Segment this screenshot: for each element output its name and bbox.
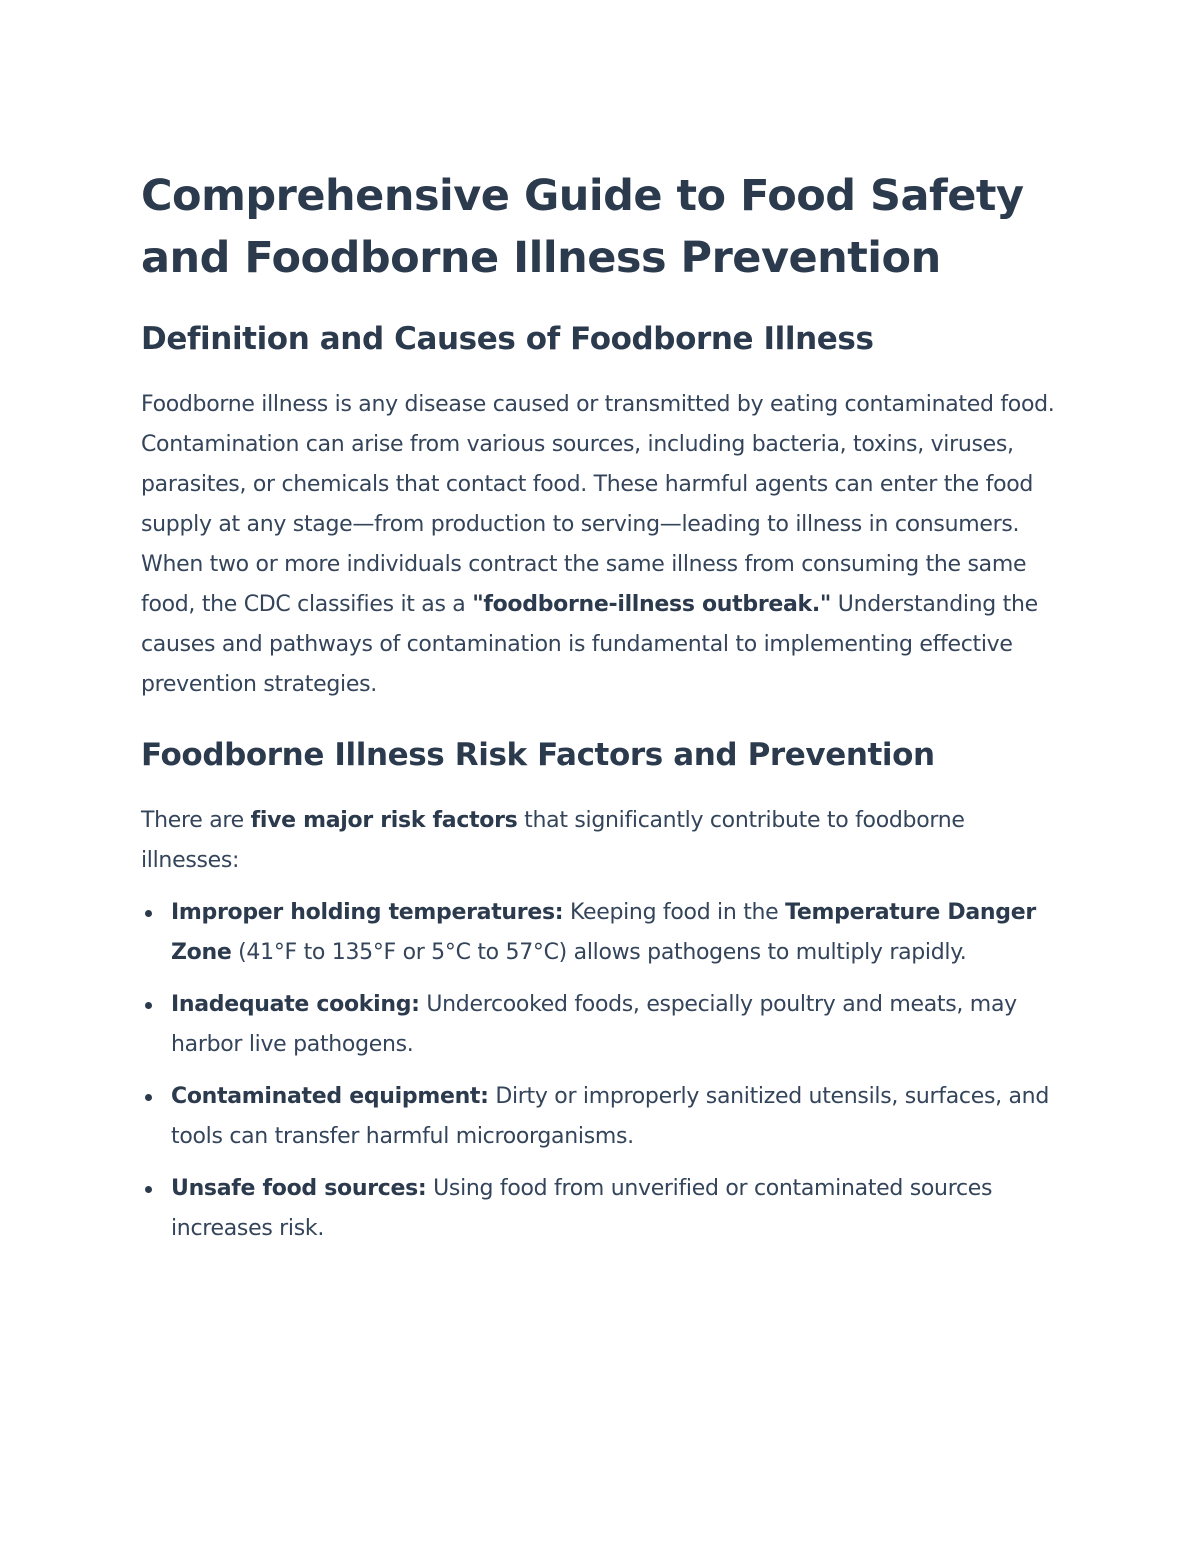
section-heading-definition: Definition and Causes of Foodborne Illness: [141, 321, 874, 357]
risk-factor-list: [141, 893, 1066, 1249]
definition-paragraph: [141, 385, 1066, 705]
list-item: [141, 1169, 1066, 1249]
list-item: [141, 985, 1066, 1065]
bullet-icon: [145, 1002, 152, 1009]
list-item-text: Dirty or improperly sanitized utensils, surfaces, and tools can transfer harmful microorganisms.: [171, 1084, 1049, 1149]
page-title: Comprehensive Guide to Food Safety and Foodborne Illness Prevention: [141, 171, 1024, 283]
outbreak-term: "foodborne-illness outbreak.": [472, 592, 832, 617]
risk-intro-paragraph: [141, 801, 1066, 881]
list-item-label: Improper holding temperatures:: [171, 900, 564, 925]
risk-intro-part2: that significantly contribute to foodborne illnesses:: [141, 808, 965, 873]
definition-text-part2: Understanding the causes and pathways of contamination is fundamental to implementing effective prevention strategies.: [141, 592, 1038, 697]
risk-intro-bold: five major risk factors: [250, 808, 518, 833]
list-item: [141, 893, 1066, 973]
section-heading-risk-factors: Foodborne Illness Risk Factors and Prevention: [141, 737, 935, 773]
list-item-text: Keeping food in the: [563, 900, 786, 925]
list-item-label: Unsafe food sources:: [171, 1176, 427, 1201]
risk-intro-part1: There are: [141, 808, 251, 833]
list-item-text: Undercooked foods, especially poultry and meats, may harbor live pathogens.: [171, 992, 1017, 1057]
list-item-label: Contaminated equipment:: [171, 1084, 489, 1109]
list-item-label: Inadequate cooking:: [171, 992, 420, 1017]
list-item-text: Using food from unverified or contaminated sources increases risk.: [171, 1176, 993, 1241]
document-page: [141, 165, 1066, 1249]
list-item-bold-term: Temperature Danger Zone: [171, 900, 1036, 965]
bullet-icon: [145, 1186, 152, 1193]
bullet-icon: [145, 910, 152, 917]
list-item: [141, 1077, 1066, 1157]
definition-text-part1: Foodborne illness is any disease caused or transmitted by eating contaminated food. Contamination can arise from various sources, including bacteria, toxins, viruses, parasites, or chemicals that contact food. These harmful agents can enter the food supply at any stage—from production to serving—leading to illness in consumers. When two or more individuals contract the same illness from consuming the same food, the CDC classifies it as a: [141, 392, 1055, 617]
list-item-text-2: (41°F to 135°F or 5°C to 57°C) allows pathogens to multiply rapidly.: [231, 940, 967, 965]
bullet-icon: [145, 1094, 152, 1101]
